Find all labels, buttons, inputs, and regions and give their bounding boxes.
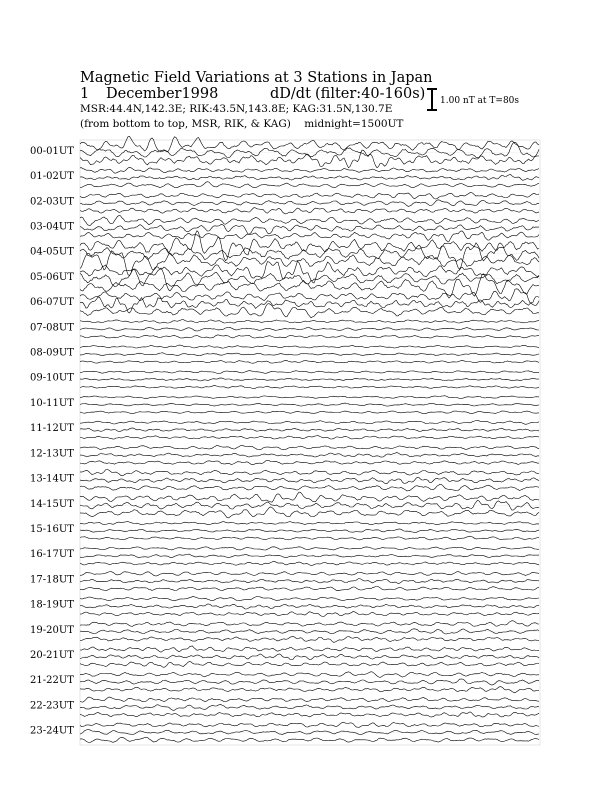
trace-23-24UT-3 bbox=[80, 737, 539, 742]
hour-label-13-14UT: 13-14UT bbox=[30, 473, 74, 485]
day-label: 1 bbox=[80, 86, 90, 102]
trace-03-04UT-3 bbox=[80, 231, 539, 242]
trace-06-07UT-1 bbox=[80, 289, 539, 303]
hour-label-12-13UT: 12-13UT bbox=[30, 448, 74, 460]
trace-01-02UT-3 bbox=[80, 182, 539, 188]
hour-label-05-06UT: 05-06UT bbox=[30, 271, 74, 283]
trace-12-13UT-2 bbox=[80, 453, 539, 458]
trace-02-03UT-3 bbox=[80, 208, 539, 214]
hour-label-07-08UT: 07-08UT bbox=[30, 322, 74, 334]
trace-19-20UT-3 bbox=[80, 636, 539, 642]
trace-06-07UT-3 bbox=[80, 304, 539, 318]
hour-label-19-20UT: 19-20UT bbox=[30, 624, 74, 636]
trace-22-23UT-3 bbox=[80, 712, 539, 717]
trace-16-17UT-3 bbox=[80, 561, 539, 565]
trace-07-08UT-3 bbox=[80, 335, 539, 338]
trace-12-13UT-1 bbox=[80, 445, 539, 450]
trace-11-12UT-1 bbox=[80, 420, 539, 424]
trace-22-23UT-2 bbox=[80, 705, 539, 711]
order-note: (from bottom to top, MSR, RIK, & KAG) bbox=[80, 118, 291, 130]
hour-label-16-17UT: 16-17UT bbox=[30, 549, 74, 561]
trace-15-16UT-3 bbox=[80, 536, 539, 540]
hour-label-00-01UT: 00-01UT bbox=[30, 145, 74, 157]
trace-01-02UT-2 bbox=[80, 174, 539, 180]
hour-label-03-04UT: 03-04UT bbox=[30, 221, 74, 233]
trace-11-12UT-3 bbox=[80, 436, 539, 439]
hour-label-14-15UT: 14-15UT bbox=[30, 498, 74, 510]
hour-label-17-18UT: 17-18UT bbox=[30, 574, 74, 586]
hour-label-18-19UT: 18-19UT bbox=[30, 599, 74, 611]
hour-label-06-07UT: 06-07UT bbox=[30, 297, 74, 309]
trace-08-09UT-1 bbox=[80, 345, 539, 348]
trace-10-11UT-3 bbox=[80, 411, 539, 414]
month-year-label: December1998 bbox=[106, 86, 219, 102]
trace-16-17UT-1 bbox=[80, 547, 539, 550]
hour-label-02-03UT: 02-03UT bbox=[30, 196, 74, 208]
trace-14-15UT-1 bbox=[80, 492, 539, 502]
chart-title: Magnetic Field Variations at 3 Stations in Japan bbox=[80, 70, 433, 86]
midnight-note: midnight=1500UT bbox=[304, 118, 404, 130]
trace-12-13UT-3 bbox=[80, 461, 539, 465]
trace-15-16UT-1 bbox=[80, 522, 539, 525]
trace-02-03UT-1 bbox=[80, 193, 539, 200]
hour-label-01-02UT: 01-02UT bbox=[30, 171, 74, 183]
hour-label-08-09UT: 08-09UT bbox=[30, 347, 74, 359]
trace-04-05UT-1 bbox=[80, 231, 539, 261]
stations-line: MSR:44.4N,142.3E; RIK:43.5N,143.8E; KAG:31.5N,130.7E bbox=[80, 103, 393, 115]
trace-13-14UT-2 bbox=[80, 477, 539, 484]
trace-14-15UT-2 bbox=[80, 500, 539, 510]
trace-18-19UT-3 bbox=[80, 612, 539, 617]
component-label: dD/dt bbox=[270, 86, 311, 102]
trace-18-19UT-1 bbox=[80, 597, 539, 601]
trace-21-22UT-1 bbox=[80, 672, 539, 678]
trace-08-09UT-3 bbox=[80, 360, 539, 363]
hour-label-22-23UT: 22-23UT bbox=[30, 700, 74, 712]
hour-label-10-11UT: 10-11UT bbox=[30, 397, 74, 409]
trace-10-11UT-1 bbox=[80, 396, 539, 399]
trace-03-04UT-1 bbox=[80, 216, 539, 226]
filter-label: (filter:40-160s) bbox=[315, 86, 426, 102]
trace-13-14UT-3 bbox=[80, 484, 539, 491]
trace-22-23UT-1 bbox=[80, 697, 539, 702]
trace-09-10UT-1 bbox=[80, 371, 539, 374]
hour-label-04-05UT: 04-05UT bbox=[30, 246, 74, 258]
trace-09-10UT-3 bbox=[80, 386, 539, 389]
trace-21-22UT-3 bbox=[80, 687, 539, 693]
hour-label-23-24UT: 23-24UT bbox=[30, 725, 74, 737]
hour-label-21-22UT: 21-22UT bbox=[30, 675, 74, 687]
hour-label-09-10UT: 09-10UT bbox=[30, 372, 74, 384]
trace-23-24UT-2 bbox=[80, 729, 539, 734]
hour-label-11-12UT: 11-12UT bbox=[30, 423, 74, 435]
trace-17-18UT-3 bbox=[80, 587, 539, 591]
trace-13-14UT-1 bbox=[80, 469, 539, 475]
hour-label-20-21UT: 20-21UT bbox=[30, 650, 74, 662]
trace-20-21UT-1 bbox=[80, 646, 539, 652]
trace-20-21UT-3 bbox=[80, 662, 539, 668]
trace-23-24UT-1 bbox=[80, 722, 539, 727]
trace-07-08UT-1 bbox=[80, 320, 539, 324]
plot-frame bbox=[80, 140, 540, 745]
trace-05-06UT-1 bbox=[80, 261, 539, 283]
trace-01-02UT-1 bbox=[80, 167, 539, 173]
scale-label: 1.00 nT at T=80s bbox=[440, 96, 520, 106]
trace-00-01UT-1 bbox=[80, 137, 539, 152]
trace-19-20UT-1 bbox=[80, 621, 539, 627]
trace-17-18UT-1 bbox=[80, 572, 539, 576]
hour-label-15-16UT: 15-16UT bbox=[30, 523, 74, 535]
